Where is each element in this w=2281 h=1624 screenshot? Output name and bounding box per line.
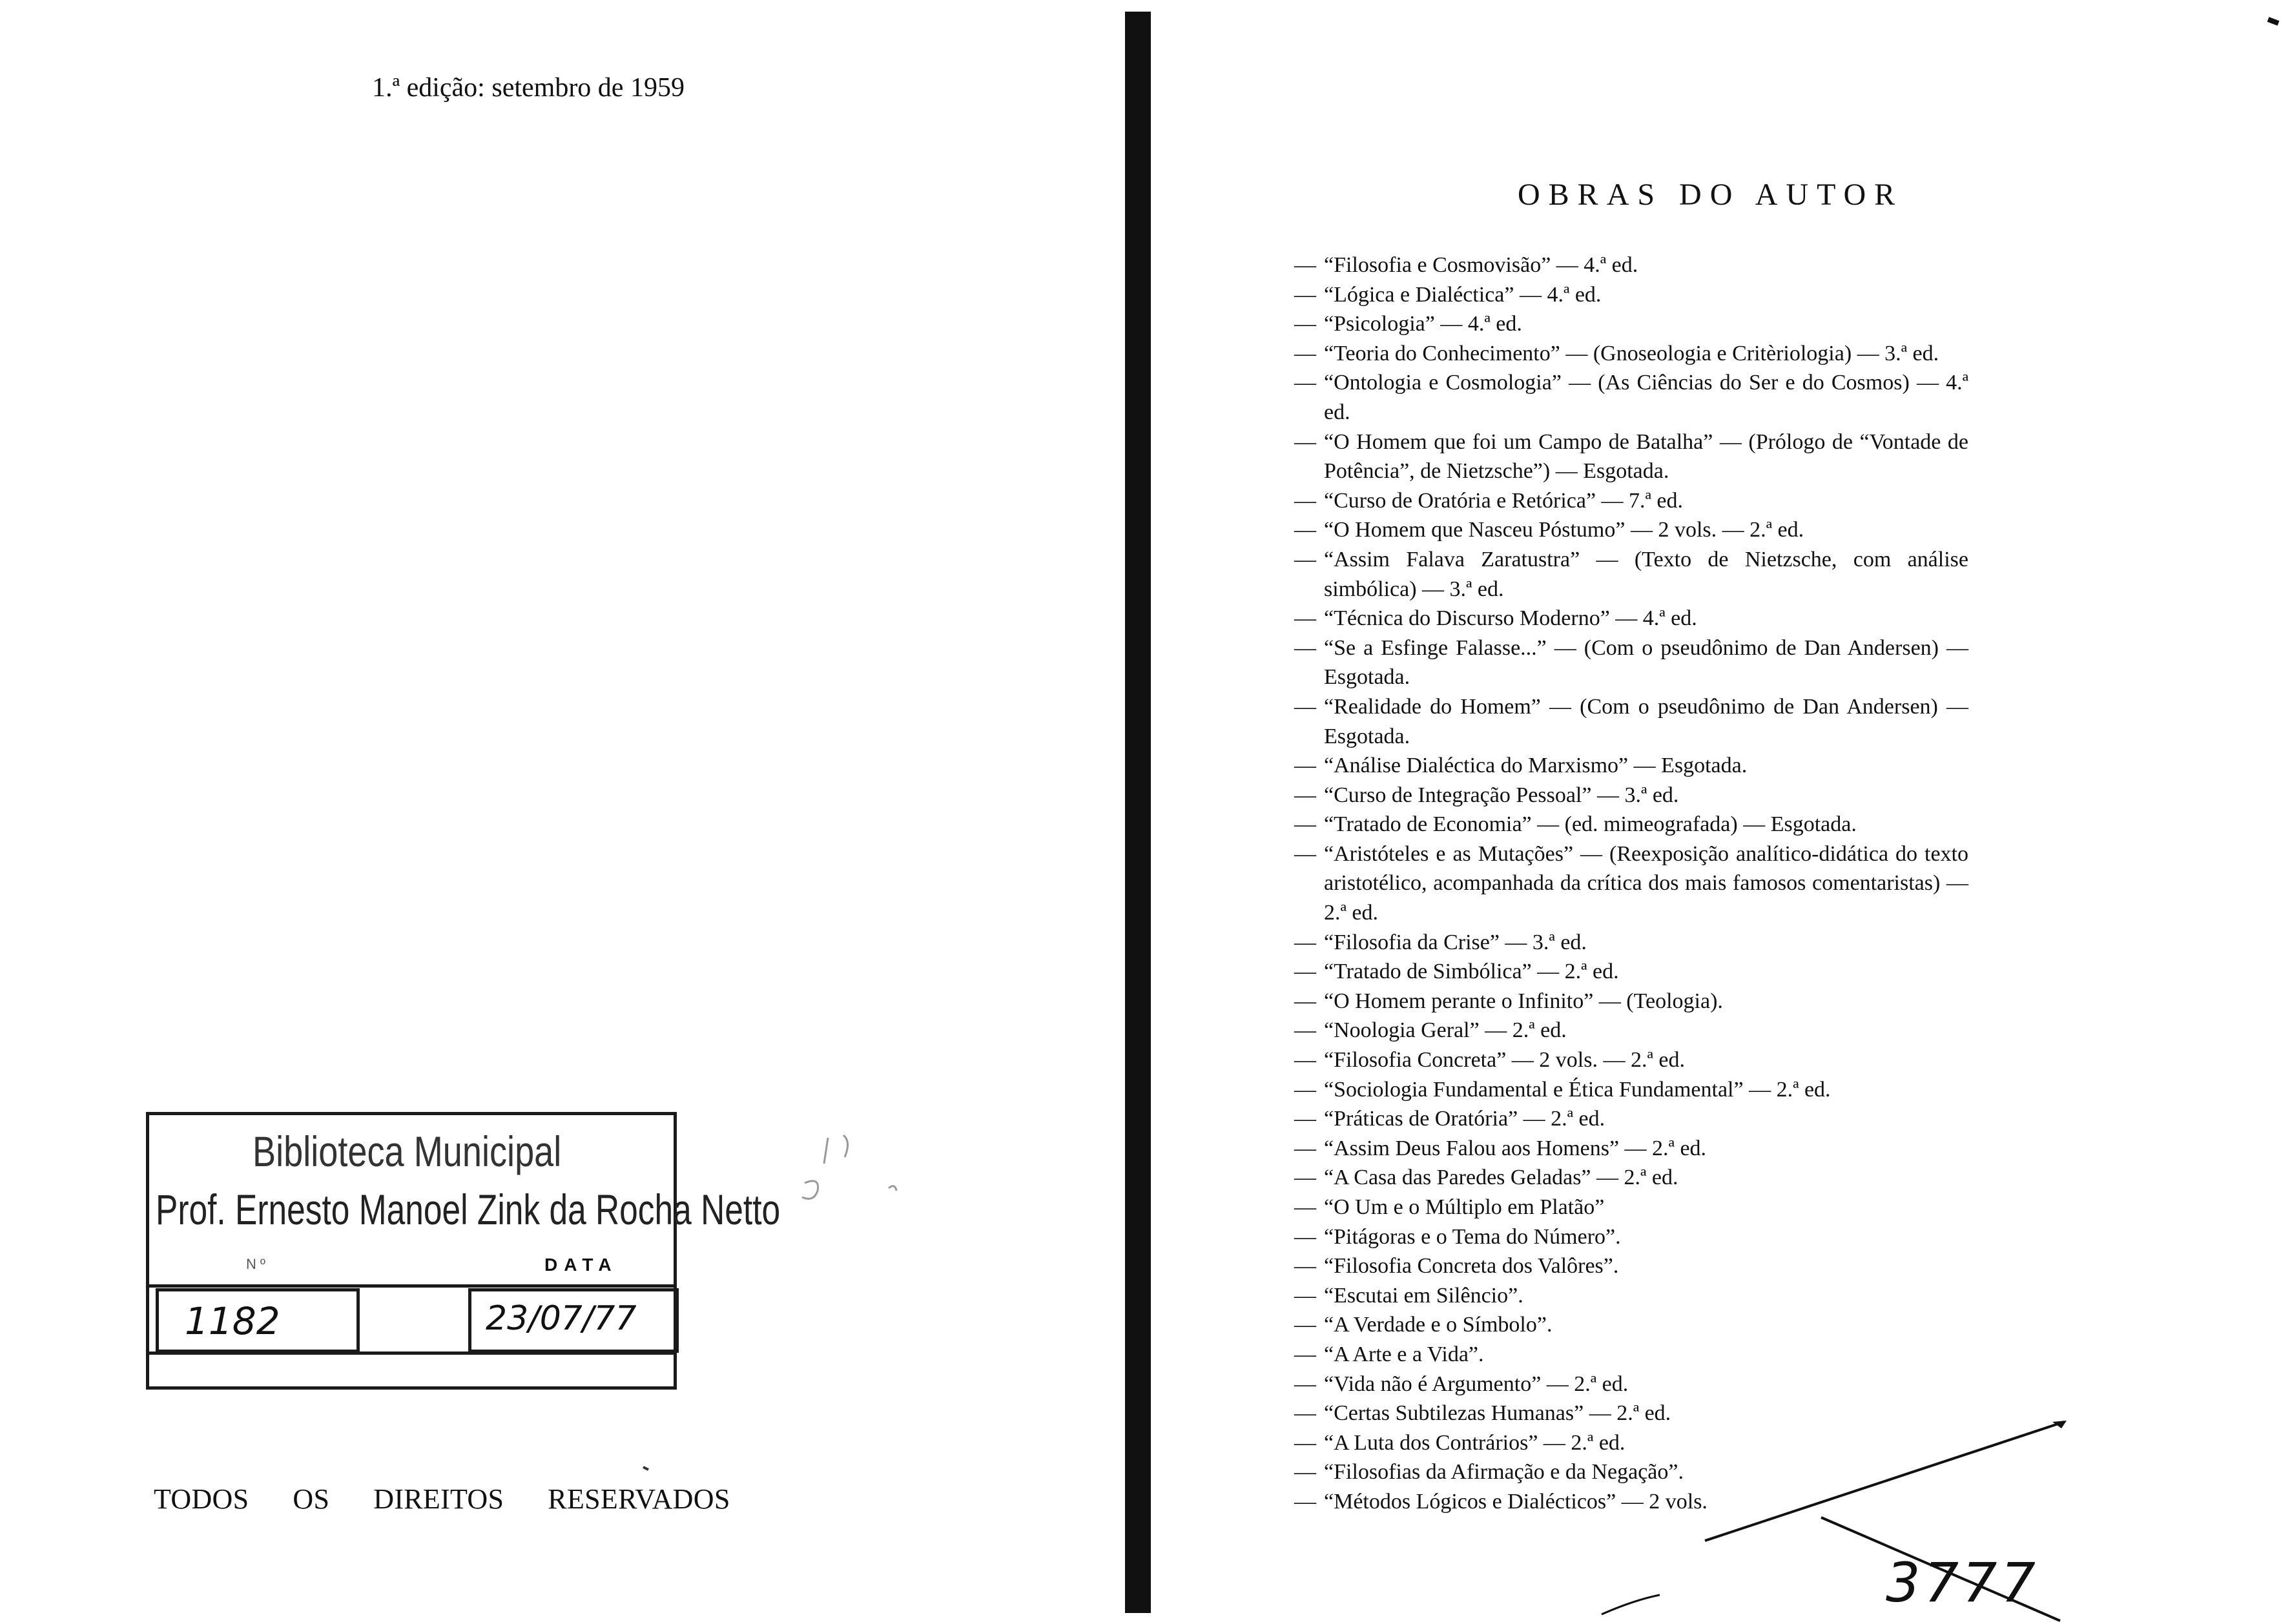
- list-dash: —: [1294, 1372, 1316, 1396]
- stamp-date-value: 23/07/77: [486, 1299, 637, 1338]
- pen-strokes: [1137, 0, 2281, 1624]
- work-entry: “Pitágoras e o Tema do Número”.: [1324, 1224, 1621, 1249]
- list-dash: —: [1294, 635, 1316, 660]
- list-dash: —: [1294, 1313, 1316, 1337]
- work-entry: “Vida não é Argumento” — 2.ª ed.: [1324, 1372, 1629, 1396]
- work-entry: “Filosofias da Afirmação e da Negação”.: [1324, 1460, 1684, 1485]
- list-dash: —: [1294, 312, 1316, 336]
- work-entry: “A Arte e a Vida”.: [1324, 1342, 1484, 1366]
- handwritten-shelf-mark: 3777: [1886, 1551, 2039, 1614]
- work-entry: “Certas Subtilezas Humanas” — 2.ª ed.: [1324, 1401, 1671, 1426]
- list-dash: —: [1294, 1401, 1316, 1426]
- work-entry: “O Um e o Múltiplo em Platão”: [1324, 1195, 1605, 1219]
- left-page: [0, 0, 1111, 1624]
- work-entry: “Escutai em Silêncio”.: [1324, 1283, 1523, 1308]
- work-entry: “Assim Falava Zaratustra” — (Texto de Nietzsche, com análise simbólica) — 3.ª ed.: [1324, 547, 1968, 601]
- right-page: [1137, 0, 2281, 1624]
- stamp-library-name: Biblioteca Municipal: [253, 1127, 562, 1175]
- work-entry: “Métodos Lógicos e Dialécticos” — 2 vols.: [1324, 1489, 1708, 1514]
- work-entry: “Teoria do Conhecimento” — (Gnoseologia e Critèriologia) — 3.ª ed.: [1324, 341, 1939, 365]
- work-entry: “Práticas de Oratória” — 2.ª ed.: [1324, 1107, 1605, 1131]
- work-entry: “Curso de Integração Pessoal” — 3.ª ed.: [1324, 783, 1679, 807]
- list-dash: —: [1294, 253, 1316, 277]
- list-dash: —: [1294, 754, 1316, 778]
- list-dash: —: [1294, 606, 1316, 631]
- list-dash: —: [1294, 1136, 1316, 1160]
- work-entry: “Tratado de Simbólica” — 2.ª ed.: [1324, 960, 1619, 984]
- list-dash: —: [1294, 960, 1316, 984]
- edition-note: 1.ª edição: setembro de 1959: [372, 73, 685, 103]
- list-dash: —: [1294, 1224, 1316, 1249]
- work-entry: “O Homem que Nasceu Póstumo” — 2 vols. — 2.ª ed.: [1324, 518, 1804, 542]
- work-entry: “O Homem perante o Infinito” — (Teologia).: [1324, 989, 1723, 1013]
- rights-word: RESERVADOS: [548, 1483, 730, 1515]
- list-dash: —: [1294, 1460, 1316, 1485]
- list-dash: —: [1294, 1166, 1316, 1190]
- list-dash: —: [1294, 1342, 1316, 1366]
- work-entry: “Análise Dialéctica do Marxismo” — Esgotada.: [1324, 754, 1748, 778]
- work-entry: “Lógica e Dialéctica” — 4.ª ed.: [1324, 282, 1602, 307]
- work-entry: “Sociologia Fundamental e Ética Fundamental” — 2.ª ed.: [1324, 1077, 1831, 1102]
- list-dash: —: [1294, 341, 1316, 365]
- list-dash: —: [1294, 694, 1316, 719]
- stamp-number-value: 1182: [185, 1299, 280, 1343]
- list-dash: —: [1294, 429, 1316, 454]
- work-entry: “Realidade do Homem” — (Com o pseudônimo de Dan Andersen) — Esgotada.: [1324, 694, 1968, 748]
- faint-pencil-marks: [0, 0, 1111, 1624]
- list-dash: —: [1294, 371, 1316, 395]
- work-entry: “A Casa das Paredes Geladas” — 2.ª ed.: [1324, 1166, 1678, 1190]
- work-entry: “Filosofia da Crise” — 3.ª ed.: [1324, 930, 1587, 954]
- list-dash: —: [1294, 989, 1316, 1013]
- list-dash: —: [1294, 1077, 1316, 1102]
- list-dash: —: [1294, 282, 1316, 307]
- work-entry: “Noologia Geral” — 2.ª ed.: [1324, 1018, 1567, 1043]
- work-entry: “Tratado de Economia” — (ed. mimeografada) — Esgotada.: [1324, 812, 1857, 837]
- work-entry: “Curso de Oratória e Retórica” — 7.ª ed.: [1324, 488, 1684, 513]
- work-entry: “A Verdade e o Símbolo”.: [1324, 1313, 1553, 1337]
- stamp-number-label: Nº: [246, 1256, 269, 1272]
- work-entry: “Filosofia Concreta” — 2 vols. — 2.ª ed.: [1324, 1048, 1685, 1073]
- list-dash: —: [1294, 1430, 1316, 1455]
- list-dash: —: [1294, 1489, 1316, 1514]
- work-entry: “A Luta dos Contrários” — 2.ª ed.: [1324, 1430, 1626, 1455]
- list-dash: —: [1294, 1254, 1316, 1279]
- work-entry: “Ontologia e Cosmologia” — (As Ciências do Ser e do Cosmos) — 4.ª ed.: [1324, 371, 1968, 424]
- list-dash: —: [1294, 1283, 1316, 1308]
- work-entry: “Filosofia Concreta dos Valôres”.: [1324, 1254, 1619, 1279]
- rights-word: OS: [293, 1483, 330, 1515]
- list-dash: —: [1294, 1048, 1316, 1073]
- work-entry: “Filosofia e Cosmovisão” — 4.ª ed.: [1324, 253, 1638, 277]
- work-entry: “Psicologia” — 4.ª ed.: [1324, 312, 1522, 336]
- list-dash: —: [1294, 1195, 1316, 1219]
- works-title: OBRAS DO AUTOR: [1518, 178, 1904, 212]
- rights-word: DIREITOS: [373, 1483, 504, 1515]
- work-entry: “O Homem que foi um Campo de Batalha” — (Prólogo de “Vontade de Potência”, de Nietzsche”) — Esgotada.: [1324, 429, 1968, 484]
- work-entry: “Aristóteles e as Mutações” — (Reexposição analítico-didática do texto aristotélico, acompanhada da crítica dos mais famosos comentaristas) — 2.ª ed.: [1324, 841, 1968, 925]
- work-entry: “Assim Deus Falou aos Homens” — 2.ª ed.: [1324, 1136, 1707, 1160]
- work-entry: “Técnica do Discurso Moderno” — 4.ª ed.: [1324, 606, 1697, 631]
- work-entry: “Se a Esfinge Falasse...” — (Com o pseudônimo de Dan Andersen) — Esgotada.: [1324, 635, 1968, 690]
- list-dash: —: [1294, 783, 1316, 807]
- stamp-date-label: DATA: [544, 1255, 618, 1275]
- list-dash: —: [1294, 841, 1316, 866]
- stamp-library-patron: Prof. Ernesto Manoel Zink da Rocha Netto: [156, 1186, 781, 1233]
- list-dash: —: [1294, 518, 1316, 542]
- list-dash: —: [1294, 488, 1316, 513]
- list-dash: —: [1294, 547, 1316, 571]
- list-dash: —: [1294, 812, 1316, 837]
- list-dash: —: [1294, 930, 1316, 954]
- all-rights-reserved: [154, 1483, 730, 1516]
- list-dash: —: [1294, 1018, 1316, 1043]
- list-dash: —: [1294, 1107, 1316, 1131]
- rights-word: TODOS: [154, 1483, 249, 1515]
